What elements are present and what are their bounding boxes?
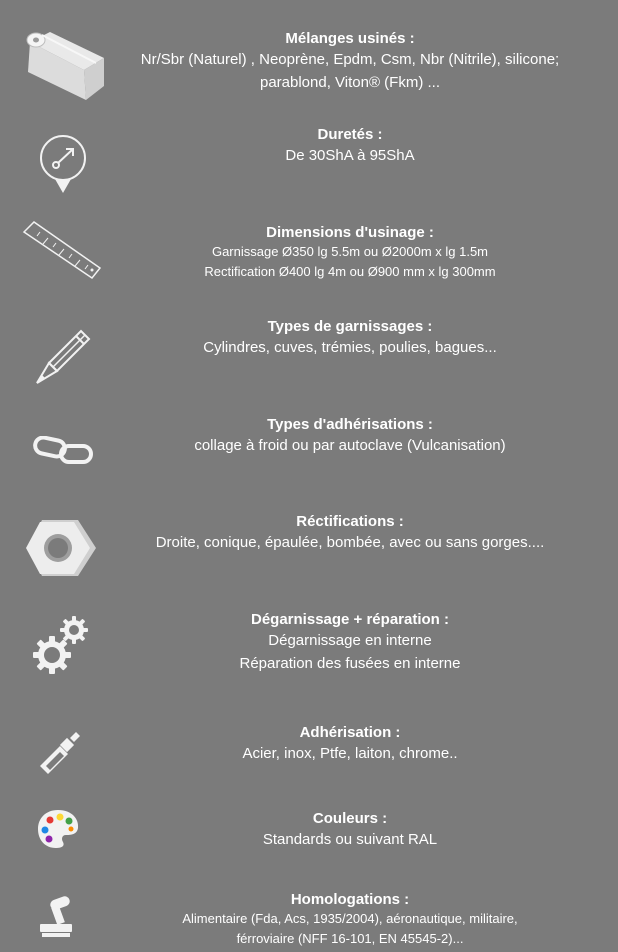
feature-text: Dégarnissage en interne [268, 632, 432, 649]
feature-title: Dimensions d'usinage : [266, 224, 434, 241]
feature-title: Réctifications : [296, 513, 404, 530]
feature-title: Homologations : [290, 891, 410, 908]
feature-title: Adhérisation : [299, 724, 401, 741]
feature-title: Mélanges usinés : [285, 30, 415, 47]
feature-text: Rectification Ø400 lg 4m ou Ø900 mm x lg 300mm [204, 264, 496, 279]
ruler-icon [22, 220, 102, 282]
durometer-gauge-icon [36, 133, 90, 195]
rubber-roll-icon [20, 30, 106, 102]
chain-link-icon [33, 436, 95, 466]
feature-text: Réparation des fusées en interne [239, 655, 461, 672]
hex-nut-icon [26, 518, 98, 578]
stamp-icon [38, 896, 78, 940]
feature-title: Duretés : [317, 126, 383, 143]
feature-title: Types de garnissages : [267, 318, 433, 335]
paint-palette-icon [36, 808, 80, 850]
feature-text: Nr/Sbr (Naturel) , Neoprène, Epdm, Csm, Nbr (Nitrile), silicone; [140, 51, 560, 68]
feature-text: collage à froid ou par autoclave (Vulcanisation) [194, 437, 506, 454]
feature-text: férroviaire (NFF 16-101, EN 45545-2)... [236, 931, 464, 946]
feature-title: Types d'adhérisations : [267, 416, 433, 433]
gears-icon [32, 614, 90, 676]
pencil-icon [33, 323, 95, 385]
glue-tube-icon [36, 730, 82, 776]
feature-text: parablond, Viton® (Fkm) ... [259, 74, 440, 91]
feature-text: Acier, inox, Ptfe, laiton, chrome.. [242, 745, 458, 762]
feature-text: Droite, conique, épaulée, bombée, avec ou sans gorges.... [155, 534, 545, 551]
feature-text: Alimentaire (Fda, Acs, 1935/2004), aéronautique, militaire, [182, 911, 518, 926]
feature-text: Cylindres, cuves, trémies, poulies, bagues... [203, 339, 497, 356]
feature-text: Standards ou suivant RAL [262, 831, 438, 848]
feature-title: Dégarnissage + réparation : [251, 611, 449, 628]
feature-text: Garnissage Ø350 lg 5.5m ou Ø2000m x lg 1.5m [211, 244, 489, 259]
feature-title: Couleurs : [312, 810, 388, 827]
feature-text: De 30ShA à 95ShA [285, 147, 415, 164]
